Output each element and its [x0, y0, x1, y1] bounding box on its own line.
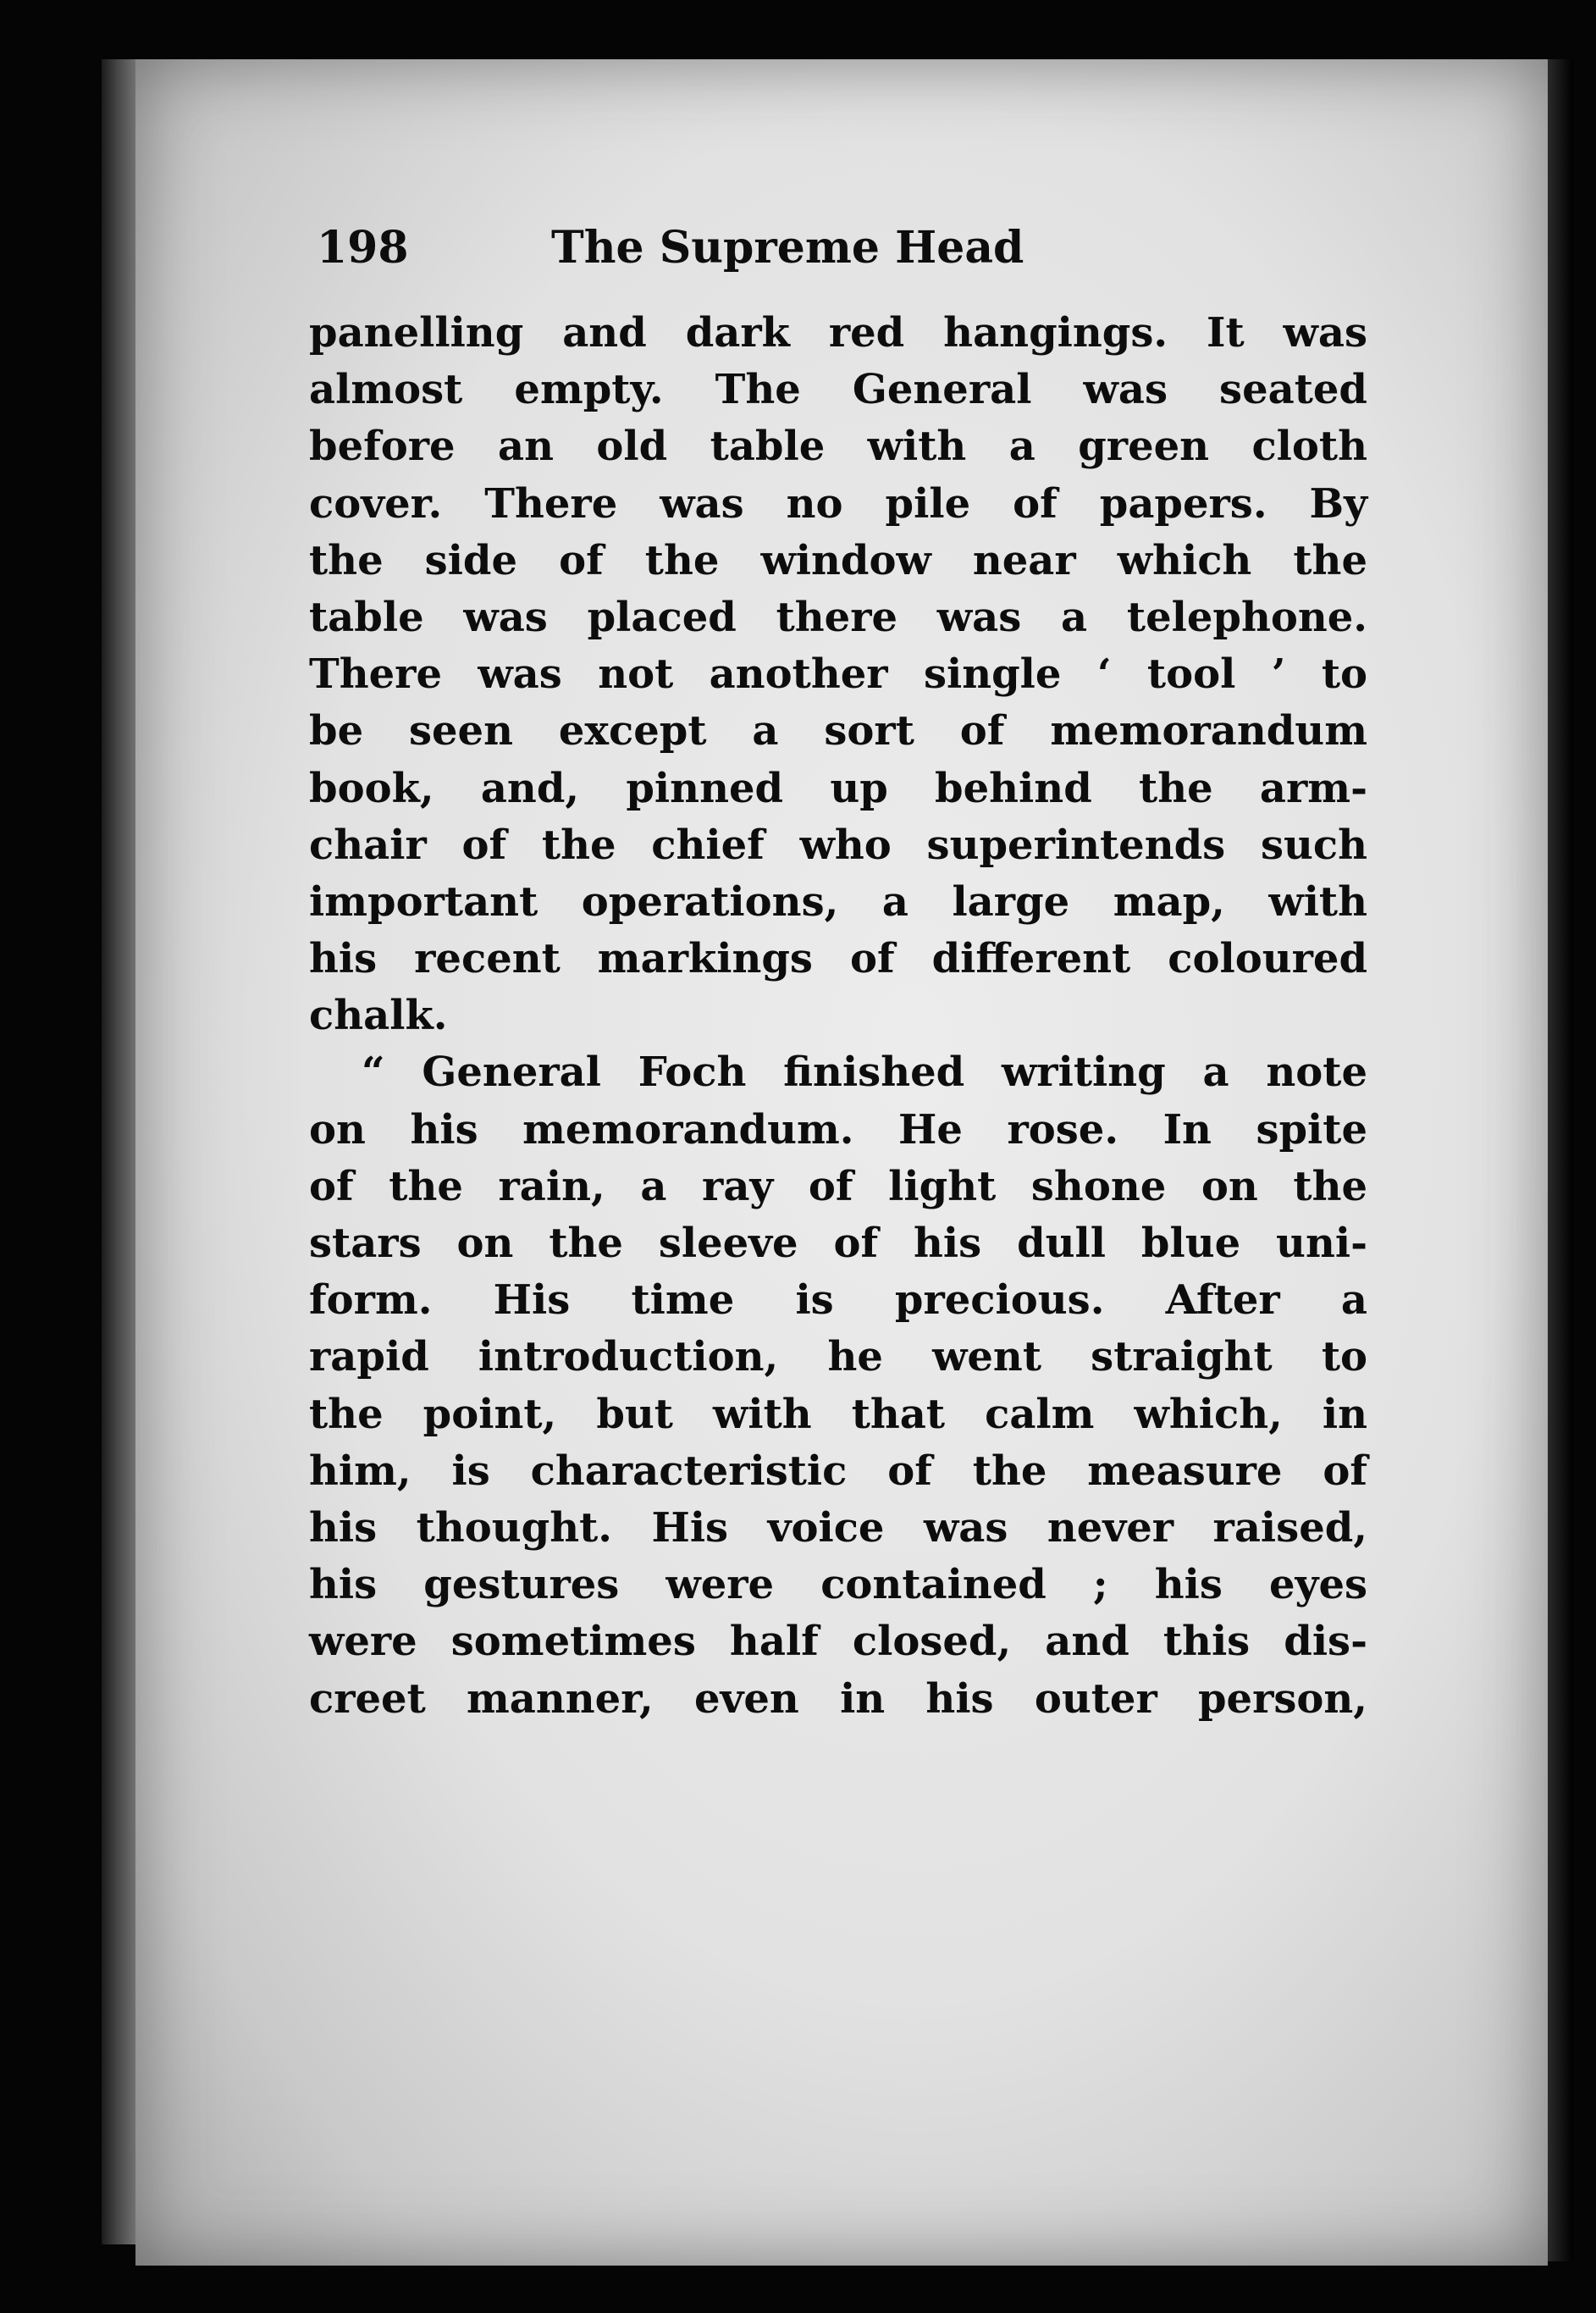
text-line: almost empty. The General was seated [309, 366, 1367, 414]
body-text [309, 305, 1367, 1728]
text-line: rapid introduction, he went straight to [309, 1333, 1367, 1381]
text-line: stars on the sleeve of his dull blue uni- [309, 1220, 1367, 1267]
text-line: chair of the chief who superintends such [309, 821, 1367, 869]
text-line: be seen except a sort of memorandum [309, 707, 1367, 755]
text-line: table was placed there was a telephone. [309, 593, 1367, 641]
page-header [317, 222, 1367, 290]
text-line: book, and, pinned up behind the arm- [309, 764, 1367, 812]
text-line: his thought. His voice was never raised, [309, 1503, 1367, 1552]
book-spine-shadow [102, 59, 140, 2244]
paragraph [309, 305, 1367, 1044]
text-line: before an old table with a green cloth [309, 423, 1367, 471]
text-line: his recent markings of different coloured [309, 935, 1367, 983]
text-line: his gestures were contained ; his eyes [309, 1561, 1367, 1609]
text-line: him, is characteristic of the measure of [309, 1447, 1367, 1495]
text-line: form. His time is precious. After a [309, 1276, 1367, 1325]
text-line: were sometimes half closed, and this dis- [309, 1618, 1367, 1666]
text-line: important operations, a large map, with [309, 877, 1367, 926]
text-line: panelling and dark red hangings. It was [309, 309, 1367, 357]
text-line: on his memorandum. He rose. In spite [309, 1105, 1367, 1154]
text-line: chalk. [309, 992, 448, 1040]
text-line: of the rain, a ray of light shone on the [309, 1162, 1367, 1210]
text-line: There was not another single ‘ tool ’ to [309, 650, 1367, 699]
text-line: cover. There was no pile of papers. By [309, 479, 1367, 528]
page-number: 198 [317, 222, 409, 274]
text-line: the point, but with that calm which, in [309, 1390, 1367, 1438]
paragraph [309, 1044, 1367, 1727]
text-line: creet manner, even in his outer person, [309, 1674, 1367, 1723]
running-head: The Supreme Head [551, 222, 1024, 274]
page-edge-shadow [1548, 59, 1573, 2261]
text-line: the side of the window near which the [309, 536, 1367, 584]
text-line: “ General Foch finished writing a note [362, 1049, 1367, 1097]
